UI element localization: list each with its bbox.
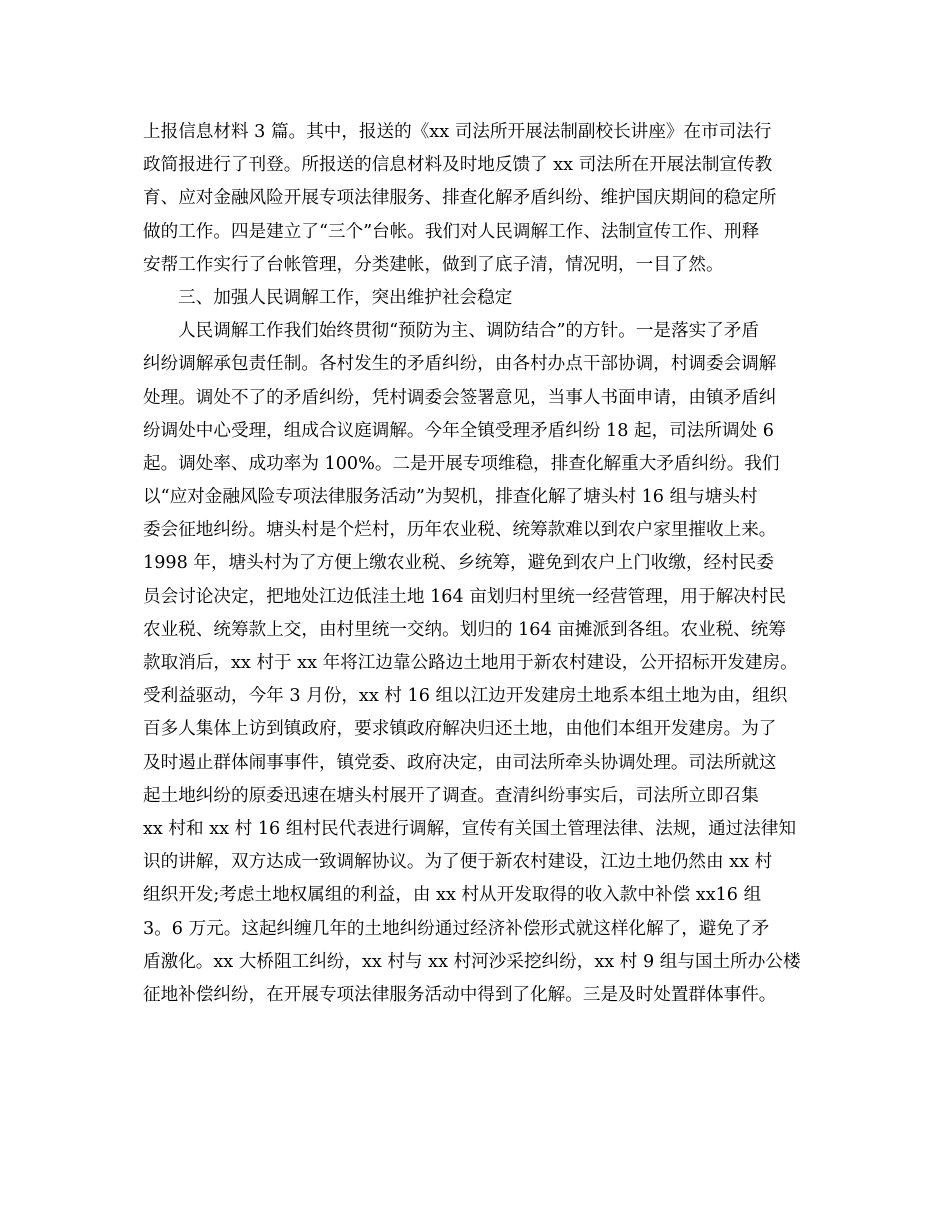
text-line: 员会讨论决定，把地处江边低洼土地 164 亩划归村里统一经营管理，用于解决村民 (143, 586, 786, 607)
text-line: 组织开发;考虑土地权属组的利益，由 xx 村从开发取得的收入款中补偿 xx16 组 (143, 885, 762, 906)
text-line: 以“应对金融风险专项法律服务活动”为契机，排查化解了塘头村 16 组与塘头村 (143, 487, 758, 508)
text-line: 上报信息材料 3 篇。其中，报送的《xx 司法所开展法制副校长讲座》在市司法行 (143, 122, 772, 142)
text-line: 1998 年，塘头村为了方便上缴农业税、乡统筹，避免到农户上门收缴，经村民委 (143, 553, 774, 574)
text-line: 人民调解工作我们始终贯彻“预防为主、调防结合”的方针。一是落实了矛盾 (178, 321, 759, 342)
text-line: 政简报进行了刊登。所报送的信息材料及时地反馈了 xx 司法所在开展法制宣传教 (143, 155, 773, 176)
text-line: 3。6 万元。这起纠缠几年的土地纠纷通过经济补偿形式就这样化解了，避免了矛 (143, 918, 770, 939)
text-line: 育、应对金融风险开展专项法律服务、排查化解矛盾纠纷、维护国庆期间的稳定所 (143, 188, 777, 209)
text-line: 农业税、统筹款上交，由村里统一交纳。划归的 164 亩摊派到各组。农业税、统筹 (143, 619, 786, 640)
text-line: 及时遏止群体闹事事件，镇党委、政府决定，由司法所牵头协调处理。司法所就这 (143, 752, 777, 773)
text-line: 处理。调处不了的矛盾纠纷，凭村调委会签署意见，当事人书面申请，由镇矛盾纠 (143, 387, 777, 408)
section-heading: 三、加强人民调解工作，突出维护社会稳定 (178, 287, 513, 308)
text-line: 起。调处率、成功率为 100%。二是开展专项维稳，排查化解重大矛盾纠纷。我们 (143, 453, 780, 474)
text-line: 委会征地纠纷。塘头村是个烂村，历年农业税、统筹款难以到农户家里摧收上来。 (143, 520, 777, 541)
text-line: 征地补偿纠纷，在开展专项法律服务活动中得到了化解。三是及时处置群体事件。 (143, 984, 777, 1005)
text-line: 盾激化。xx 大桥阻工纠纷，xx 村与 xx 村河沙采挖纠纷，xx 村 9 组与国土所办公楼 (143, 951, 801, 972)
document-body (143, 116, 808, 1012)
text-line: 起土地纠纷的原委迅速在塘头村展开了调查。查清纠纷事实后，司法所立即召集 (143, 785, 759, 806)
text-line: 纷调处中心受理，组成合议庭调解。今年全镇受理矛盾纠纷 18 起，司法所调处 6 (143, 420, 774, 441)
text-line: 纠纷调解承包责任制。各村发生的矛盾纠纷，由各村办点干部协调，村调委会调解 (143, 354, 777, 375)
text-line: 受利益驱动，今年 3 月份，xx 村 16 组以江边开发建房土地系本组土地为由，组织 (143, 686, 788, 707)
text-line: 做的工作。四是建立了“三个”台帐。我们对人民调解工作、法制宣传工作、刑释 (143, 221, 760, 242)
text-line: 识的讲解，双方达成一致调解协议。为了便于新农村建设，江边土地仍然由 xx 村 (143, 852, 773, 873)
text-line: 安帮工作实行了台帐管理，分类建帐，做到了底子清，情况明，一目了然。 (143, 254, 724, 275)
text-line: 款取消后，xx 村于 xx 年将江边靠公路边土地用于新农村建设，公开招标开发建房。 (143, 653, 798, 673)
text-line: 百多人集体上访到镇政府，要求镇政府解决归还土地，由他们本组开发建房。为了 (143, 719, 777, 740)
text-line: xx 村和 xx 村 16 组村民代表进行调解，宣传有关国土管理法律、法规，通过法律知 (143, 818, 797, 839)
